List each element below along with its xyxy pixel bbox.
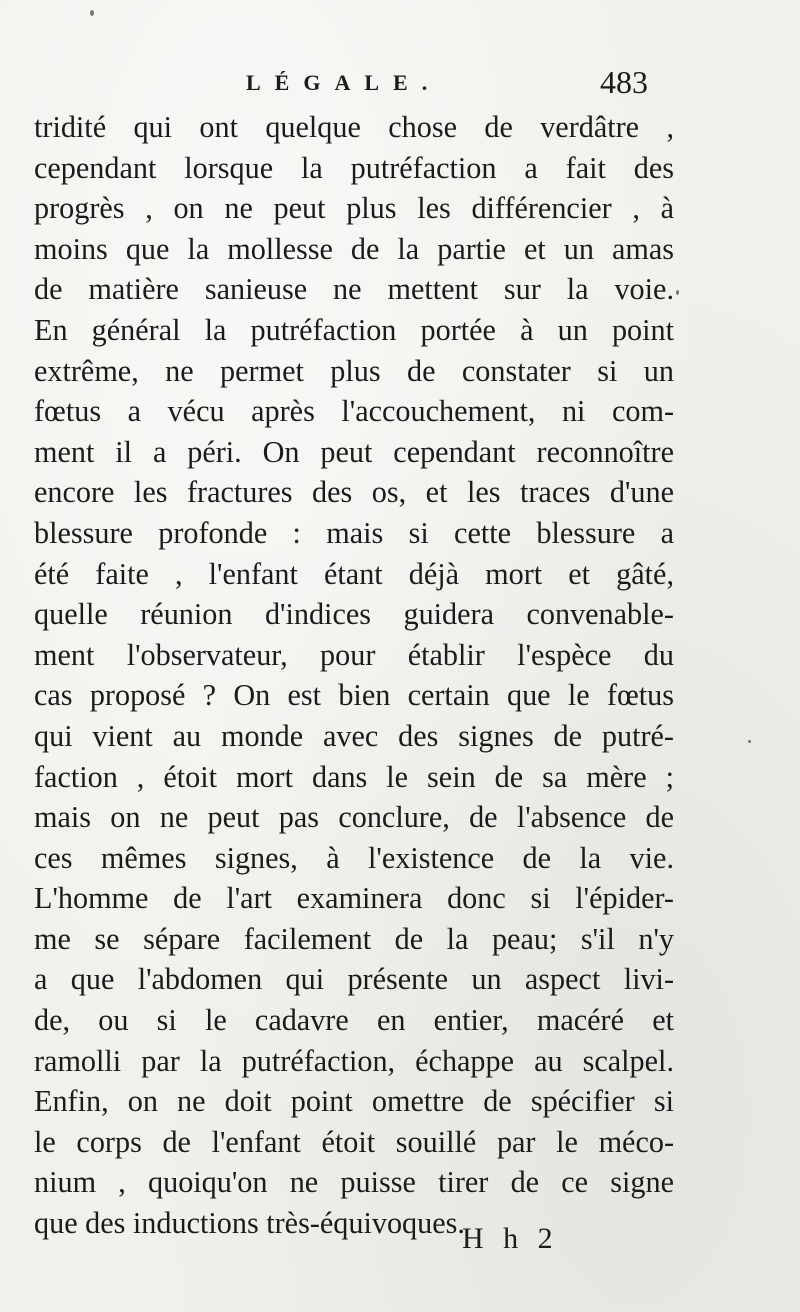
text-line: fœtus a vécu après l'accouchement, ni com- bbox=[34, 394, 674, 429]
text-line: de, ou si le cadavre en entier, macéré et bbox=[34, 1003, 674, 1038]
signature-mark: H h 2 bbox=[462, 1222, 559, 1255]
text-line: quelle réunion d'indices guidera convenable- bbox=[34, 597, 674, 632]
text-line: L'homme de l'art examinera donc si l'épider- bbox=[34, 881, 674, 916]
ink-speck bbox=[748, 740, 751, 743]
text-line: ramolli par la putréfaction, échappe au scalpel. bbox=[34, 1043, 674, 1078]
text-line: tridité qui ont quelque chose de verdâtre , bbox=[34, 110, 674, 144]
ink-speck bbox=[90, 10, 94, 16]
ink-speck bbox=[676, 290, 679, 295]
text-line: ces mêmes signes, à l'existence de la vie. bbox=[34, 840, 674, 875]
text-line: ment l'observateur, pour établir l'espèce du bbox=[34, 637, 674, 672]
text-line: cas proposé ? On est bien certain que le fœtus bbox=[34, 678, 674, 713]
text-line: me se sépare facilement de la peau; s'il n'y bbox=[34, 921, 674, 956]
text-line: ment il a péri. On peut cependant reconnoître bbox=[34, 434, 674, 469]
text-line: encore les fractures des os, et les traces d'une bbox=[34, 475, 674, 510]
text-line: moins que la mollesse de la partie et un amas bbox=[34, 231, 674, 266]
text-line: a que l'abdomen qui présente un aspect livi- bbox=[34, 962, 674, 997]
text-line: En général la putréfaction portée à un point bbox=[34, 312, 674, 347]
text-line: qui vient au monde avec des signes de putré- bbox=[34, 718, 674, 753]
text-line: été faite , l'enfant étant déjà mort et gâté, bbox=[34, 556, 674, 591]
body-text bbox=[34, 107, 674, 1244]
running-head: LÉGALE. bbox=[246, 70, 442, 95]
text-line: de matière sanieuse ne mettent sur la voie. bbox=[34, 272, 674, 307]
text-line: faction , étoit mort dans le sein de sa mère ; bbox=[34, 759, 674, 794]
page-number: 483 bbox=[600, 64, 648, 100]
text-line: nium , quoiqu'on ne puisse tirer de ce signe bbox=[34, 1165, 674, 1200]
text-line: mais on ne peut pas conclure, de l'absence de bbox=[34, 800, 674, 835]
text-line: extrême, ne permet plus de constater si un bbox=[34, 353, 674, 388]
text-line: progrès , on ne peut plus les différencier , à bbox=[34, 191, 674, 226]
text-line: que des inductions très-équivoques. bbox=[34, 1206, 465, 1241]
text-line: cependant lorsque la putréfaction a fait des bbox=[34, 150, 674, 185]
page-header bbox=[0, 64, 800, 110]
text-line: blessure profonde : mais si cette blessure a bbox=[34, 515, 674, 550]
text-line: le corps de l'enfant étoit souillé par le méco- bbox=[34, 1124, 674, 1159]
text-line: Enfin, on ne doit point omettre de spécifier si bbox=[34, 1084, 674, 1119]
